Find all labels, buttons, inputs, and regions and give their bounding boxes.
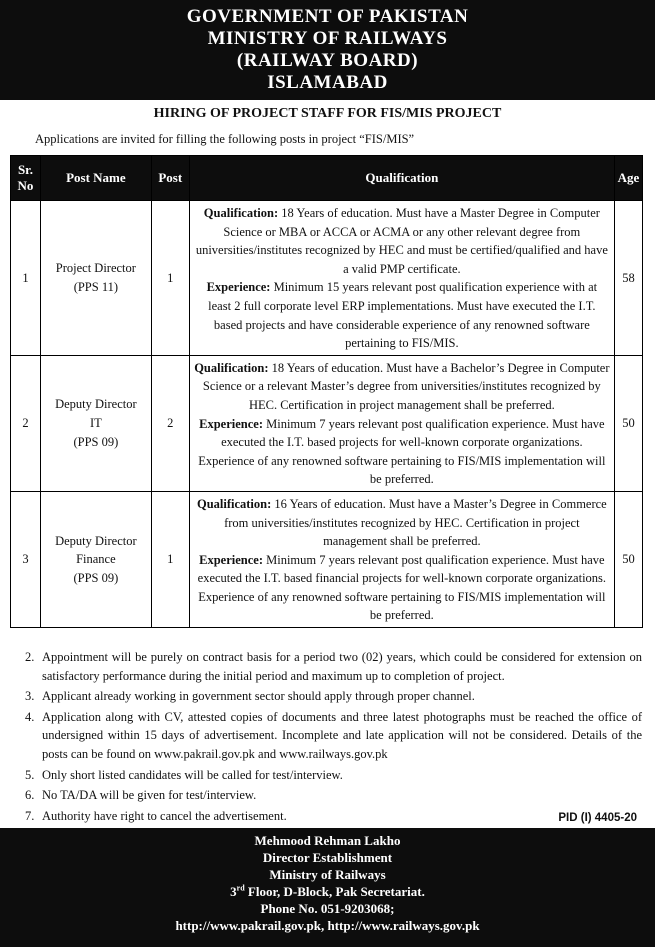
floor-suffix: rd: [236, 883, 245, 893]
ministry-title: MINISTRY OF RAILWAYS: [207, 28, 448, 49]
header-sr-no: Sr. No: [11, 156, 41, 201]
terms-list: [0, 648, 642, 827]
list-item: [0, 708, 642, 764]
item-text: Authority have right to cancel the advertisement.: [42, 808, 287, 823]
post-pps: (PPS 09): [73, 570, 119, 585]
item-number: 2.: [25, 650, 35, 664]
item-number: 5.: [25, 767, 35, 782]
row-post-name: [40, 355, 151, 491]
header-post: Post: [151, 156, 189, 201]
office-address: [0, 883, 655, 900]
header-post-name: Post Name: [40, 156, 151, 201]
row-post-count: 1: [151, 201, 189, 356]
intro-text: Applications are invited for filling the following posts in project “FIS/MIS”: [35, 132, 415, 146]
list-item: [0, 648, 642, 685]
post-pps: (PPS 09): [73, 434, 119, 449]
list-item: [0, 807, 642, 826]
list-item: [0, 786, 642, 805]
header-age: Age: [614, 156, 642, 201]
row-age: 50: [614, 491, 642, 627]
row-sr: 1: [11, 201, 41, 356]
post-name: Deputy Director: [55, 533, 137, 548]
city-title: ISLAMABAD: [267, 72, 388, 93]
row-age: 50: [614, 355, 642, 491]
address-text: Floor, D-Block, Pak Secretariat.: [244, 884, 425, 899]
post-name: Deputy Director: [55, 397, 137, 412]
row-qualification: [189, 201, 614, 356]
row-post-name: [40, 201, 151, 356]
row-post-count: 1: [151, 491, 189, 627]
qualification-text: 16 Years of education. Must have a Master’s Degree in Commerce from universities/institutes recognized by HEC. Certification in project management shall be preferred.: [224, 496, 607, 549]
row-qualification: [189, 491, 614, 627]
pid-code: PID (I) 4405-20: [558, 812, 637, 824]
post-name: Project Director: [55, 261, 136, 276]
row-sr: 3: [11, 491, 41, 627]
table-row: [11, 355, 643, 491]
experience-text: Minimum 7 years relevant post qualification experience. Must have executed the I.T. based projects for well-known corporate organizations. Experience of any renowned software pertaining to FIS/MIS implementation will be preferred.: [198, 416, 606, 487]
signature-block: [0, 828, 655, 947]
list-item: [0, 687, 642, 706]
posts-table: [10, 155, 643, 628]
experience-text: Minimum 7 years relevant post qualification experience. Must have executed the I.T. based financial projects for well-known corporate organizations. Experience of any renowned software pertaining to FIS/MIS implementation will be preferred.: [197, 552, 607, 623]
office-name: Ministry of Railways: [269, 867, 386, 882]
website-links: http://www.pakrail.gov.pk, http://www.railways.gov.pk: [175, 918, 480, 933]
post-pps: (PPS 11): [73, 279, 119, 294]
board-title: (RAILWAY BOARD): [236, 50, 419, 71]
row-post-name: [40, 491, 151, 627]
item-number: 4.: [25, 709, 35, 724]
row-post-count: 2: [151, 355, 189, 491]
item-text: No TA/DA will be given for test/interview.: [42, 788, 257, 803]
item-number: 6.: [25, 788, 35, 803]
header-qualification: Qualification: [189, 156, 614, 201]
list-item: [0, 766, 642, 785]
masthead: [0, 0, 655, 100]
table-header-row: [11, 156, 643, 201]
floor-number: 3: [230, 884, 237, 899]
item-text: Application along with CV, attested copies of documents and three latest photographs must be reached the office of undersigned within 15 days of advertisement. Incomplete and late application will not be considered. Details of the posts can be found on www.pakrail.gov.pk and www.railways.gov.pk: [42, 709, 642, 761]
experience-text: Minimum 15 years relevant post qualification experience with at least 2 full corporate level ERP implementations. Must have executed the I.T. based projects and have considerable experience of any renowned software pertaining to FIS/MIS.: [208, 280, 598, 351]
qualification-label: Qualification:: [203, 206, 279, 220]
officer-designation: Director Establishment: [262, 850, 393, 865]
row-age: 58: [614, 201, 642, 356]
experience-label: Experience:: [199, 416, 263, 431]
item-text: Applicant already working in government sector should apply through proper channel.: [42, 689, 475, 704]
table-row: [11, 491, 643, 627]
qualification-text: 18 Years of education. Must have a Bachelor’s Degree in Computer Science or a relevant Master’s degree from universities/institutes recognized by HEC. Certification in project management shall be preferred.: [202, 360, 610, 412]
row-sr: 2: [11, 355, 41, 491]
government-title: GOVERNMENT OF PAKISTAN: [186, 6, 469, 27]
experience-label: Experience:: [199, 552, 263, 567]
qualification-label: Qualification:: [194, 360, 269, 375]
item-text: Only short listed candidates will be called for test/interview.: [42, 767, 343, 782]
qualification-label: Qualification:: [196, 496, 272, 511]
item-number: 7.: [25, 808, 35, 823]
item-text: Appointment will be purely on contract basis for a period two (02) years, which could be considered for extension on satisfactory performance during the initial period and maximum up to completion of project.: [42, 650, 642, 683]
table-row: [11, 201, 643, 356]
phone-number: Phone No. 051-9203068;: [260, 901, 395, 916]
qualification-text: 18 Years of education. Must have a Master Degree in Computer Science or MBA or ACCA or ACMA or any other relevant degree from universities/institutes recognized by HEC and must be certified/qualified and have a valid PMP certificate.: [195, 206, 608, 276]
row-qualification: [189, 355, 614, 491]
post-name-line2: Finance: [76, 552, 116, 567]
item-number: 3.: [25, 689, 35, 704]
experience-label: Experience:: [206, 280, 271, 295]
ad-subtitle: HIRING OF PROJECT STAFF FOR FIS/MIS PROJECT: [153, 106, 502, 121]
officer-name: Mehmood Rehman Lakho: [254, 833, 401, 848]
post-name-line2: IT: [89, 416, 102, 431]
